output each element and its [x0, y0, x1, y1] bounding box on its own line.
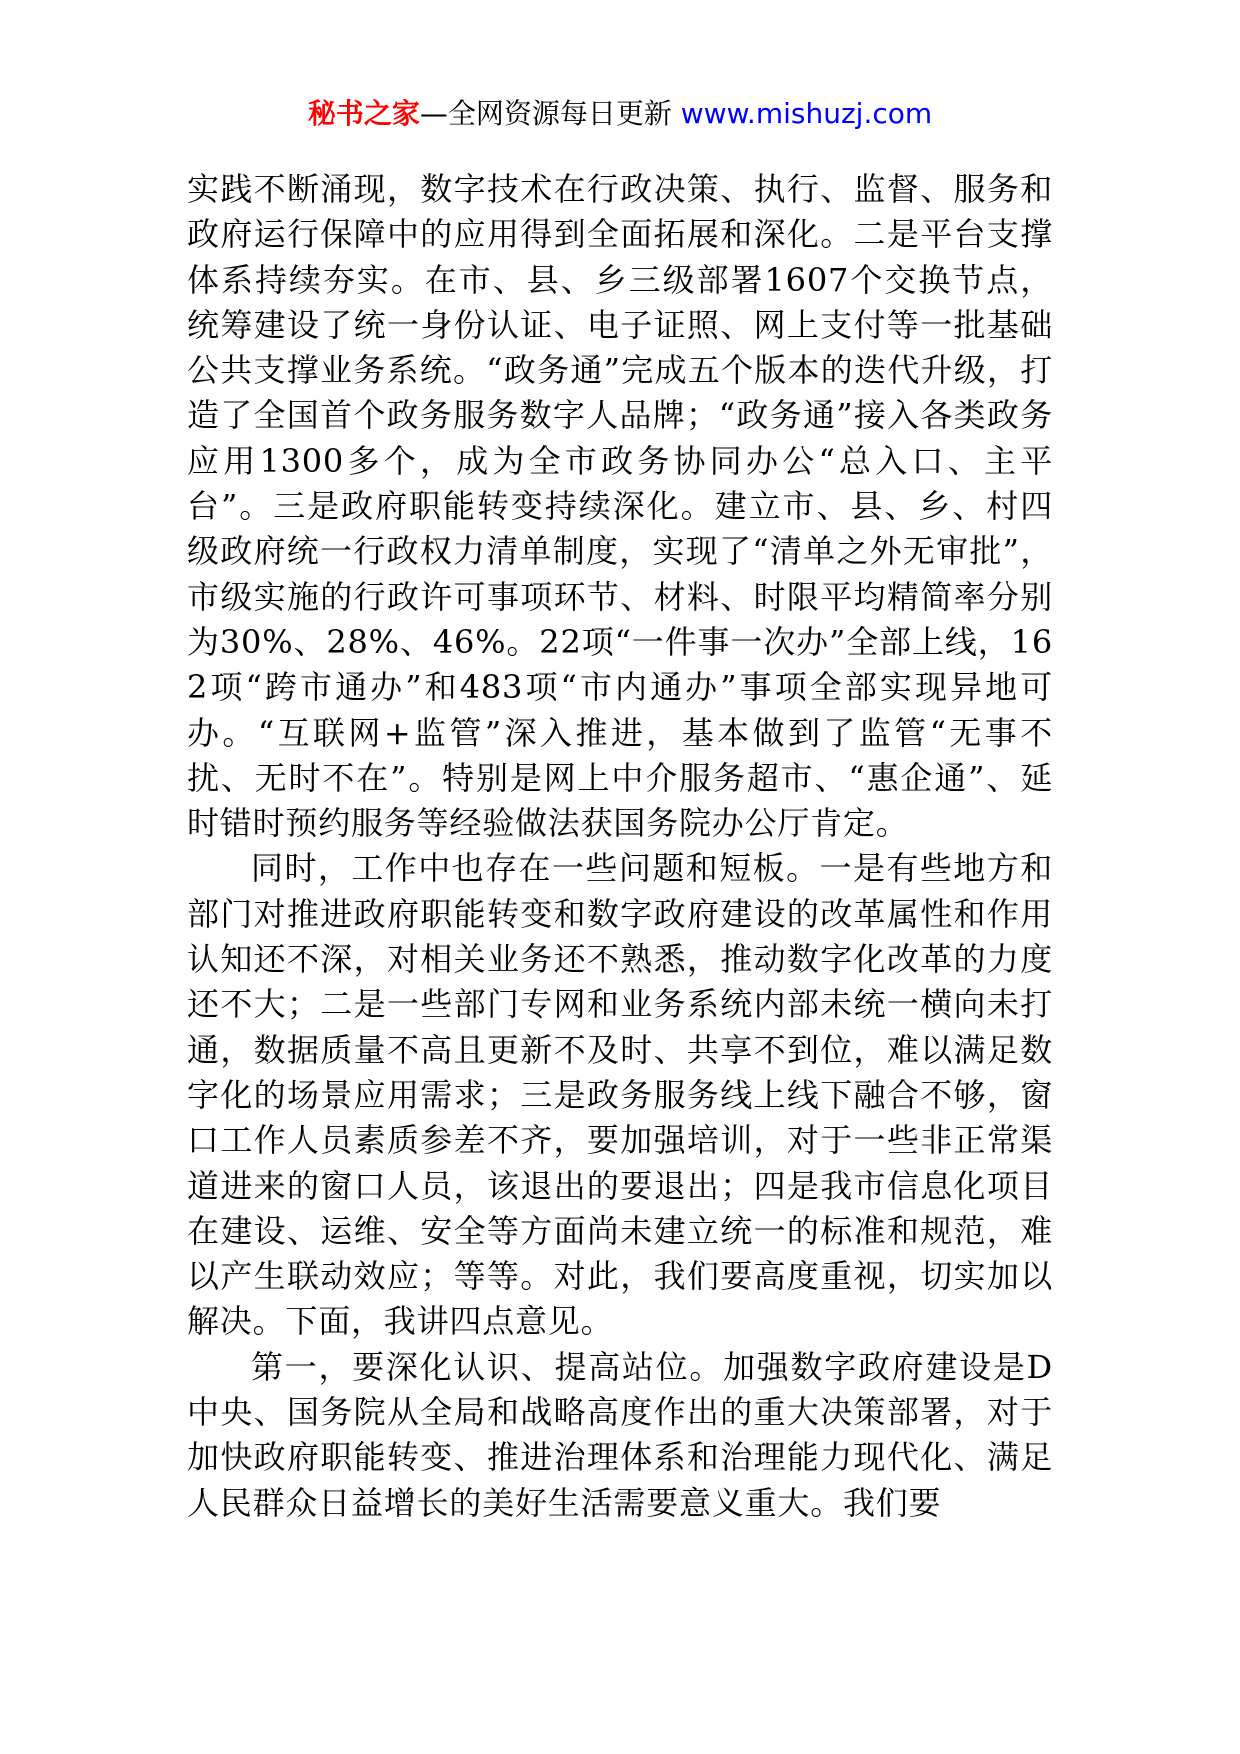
- document-body: [187, 167, 1053, 1526]
- paragraph-continuation: 实践不断涌现，数字技术在行政决策、执行、监督、服务和政府运行保障中的应用得到全面拓展和深化。二是平台支撑体系持续夯实。在市、县、乡三级部署1607个交换节点，统筹建设了统一身份认证、电子证照、网上支付等一批基础公共支撑业务系统。“政务通”完成五个版本的迭代升级，打造了全国首个政务服务数字人品牌；“政务通”接入各类政务应用1300多个，成为全市政务协同办公“总入口、主平台”。三是政府职能转变持续深化。建立市、县、乡、村四级政府统一行政权力清单制度，实现了“清单之外无审批”，市级实施的行政许可事项环节、材料、时限平均精简率分别为30%、28%、46%。22项“一件事一次办”全部上线，162项“跨市通办”和483项“市内通办”事项全部实现异地可办。“互联网+监管”深入推进，基本做到了监管“无事不扰、无时不在”。特别是网上中介服务超市、“惠企通”、延时错时预约服务等经验做法获国务院办公厅肯定。: [187, 170, 1053, 843]
- paragraph-first-point: 第一，要深化认识、提高站位。加强数字政府建设是D中央、国务院从全局和战略高度作出的重大决策部署，对于加快政府职能转变、推进治理体系和治理能力现代化、满足人民群众日益增长的美好生活需要意义重大。我们要: [187, 1347, 1053, 1522]
- header-tagline: —全网资源每日更新: [419, 97, 672, 130]
- paragraph-problems: 同时，工作中也存在一些问题和短板。一是有些地方和部门对推进政府职能转变和数字政府建设的改革属性和作用认知还不深，对相关业务还不熟悉，推动数字化改革的力度还不大；二是一些部门专网和业务系统内部未统一横向未打通，数据质量不高且更新不及时、共享不到位，难以满足数字化的场景应用需求；三是政务服务线上线下融合不够，窗口工作人员素质参差不齐，要加强培训，对于一些非正常渠道进来的窗口人员，该退出的要退出；四是我市信息化项目在建设、运维、安全等方面尚未建立统一的标准和规范，难以产生联动效应；等等。对此，我们要高度重视，切实加以解决。下面，我讲四点意见。: [187, 849, 1053, 1341]
- page-header: [0, 94, 1240, 134]
- brand-name: 秘书之家: [307, 97, 420, 130]
- site-url-link[interactable]: www.mishuzj.com: [680, 97, 933, 130]
